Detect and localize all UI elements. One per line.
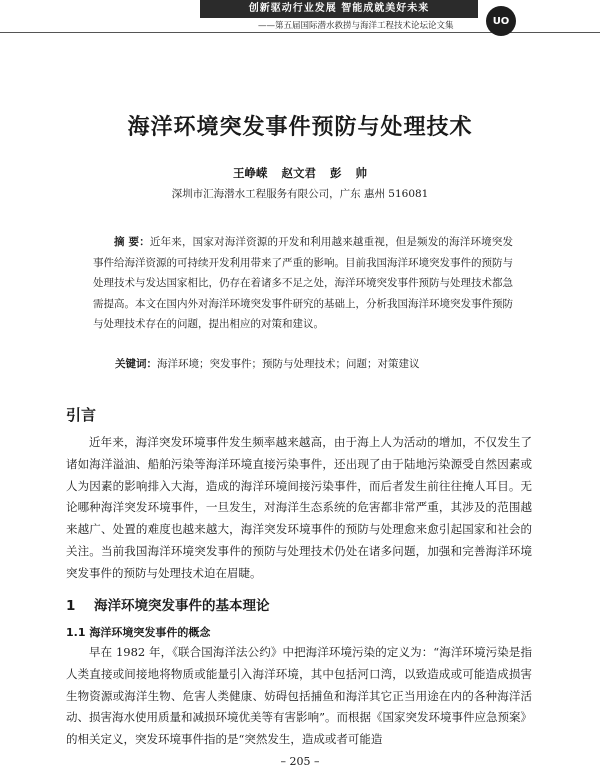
abstract-text: 近年来，国家对海洋资源的开发和利用越来越重视，但是频发的海洋环境突发事件给海洋资源的可持续开发利用带来了严重的影响。目前我国海洋环境突发事件的预防与处理技术与发达国家相比，仍存在着诸多不足之处，海洋环境突发事件预防与处理技术都急需提高。本文在国内外对海洋环境突发事件研究的基础上，分析我国海洋环境突发事件预防与处理技术存在的问题，提出相应的对策和建议。 — [93, 236, 514, 330]
affiliation: 深圳市汇海潜水工程服务有限公司，广东 惠州 516081 — [171, 188, 429, 200]
section-title: 海洋环境突发事件的基本理论 — [94, 598, 270, 614]
conference-logo: UO — [486, 6, 516, 36]
keywords-label: 关键词： — [115, 358, 157, 370]
subsection-paragraph: 早在 1982 年，《联合国海洋法公约》中把海洋环境污染的定义为：“海洋环境污染是指人类直接或间接地将物质或能量引入海洋环境，其中包括河口湾，以致造成或可能造成损害生物资源或海洋生物、危害人类健康、妨碍包括捕鱼和海洋其它正当用途在内的各种海洋活动、损害海水使用质量和减损环境优美等有害影响”。而根据《国家突发环境事件应急预案》的相关定义，突发环境事件指的是“突然发生，造成或者可能造 — [66, 645, 532, 747]
section-number: 1 — [66, 598, 76, 614]
authors: 王峥嵘 赵文君 彭 帅 — [232, 166, 367, 180]
intro-heading: 引言 — [66, 406, 97, 424]
paper-title: 海洋环境突发事件预防与处理技术 — [127, 115, 473, 140]
running-header-subtitle: ——第五届国际潜水救捞与海洋工程技术论坛论文集 — [258, 21, 454, 31]
subsection-heading: 1.1 海洋环境突发事件的概念 — [66, 626, 211, 639]
page-number: – 205 – — [280, 755, 320, 768]
intro-paragraph: 近年来，海洋突发环境事件发生频率越来越高，由于海上人为活动的增加，不仅发生了诸如海洋溢油、船舶污染等海洋环境直接污染事件，还出现了由于陆地污染源受自然因素或人为因素的影响排入大海，造成的海洋环境间接污染事件，而后者发生前往往掩人耳目。无论哪种海洋突发环境事件，一旦发生，对海洋生态系统的危害都非常严重，其涉及的范围越来越广、处置的难度也越来越大，海洋突发环境事件的预防与处理愈来愈引起国家和社会的关注。当前我国海洋环境突发事件的预防与处理技术仍处在诸多问题，加强和完善海洋环境突发事件的预防与处理技术迫在眉睫。 — [66, 435, 532, 580]
abstract-label: 摘 要： — [114, 236, 150, 248]
abstract — [93, 232, 513, 335]
running-header-title: 创新驱动行业发展 智能成就美好未来 — [200, 0, 478, 18]
section-heading — [66, 594, 270, 614]
keywords-text: 海洋环境；突发事件；预防与处理技术；问题；对策建议 — [157, 358, 420, 370]
keywords — [115, 354, 535, 374]
